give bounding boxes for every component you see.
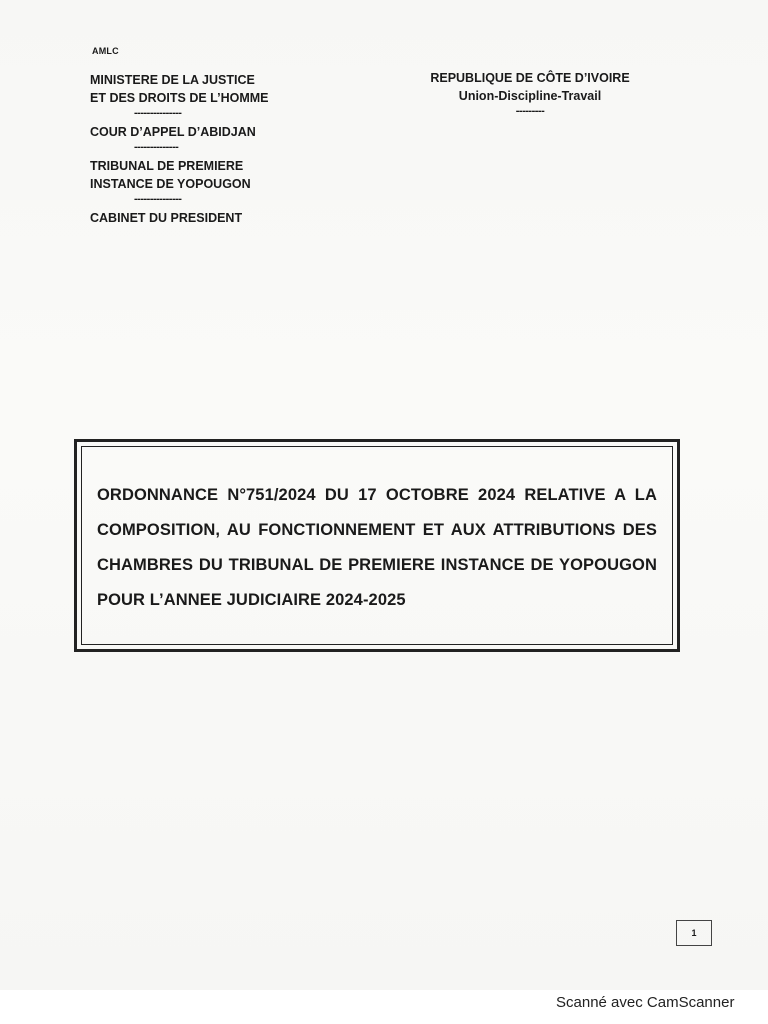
separator: --------------- <box>134 193 182 205</box>
left-header <box>90 71 310 227</box>
page-number: 1 <box>676 920 712 946</box>
ordinance-title: ORDONNANCE N°751/2024 DU 17 OCTOBRE 2024 RELATIVE A LA COMPOSITION, AU FONCTIONNEMENT ET AUX ATTRIBUTIONS DES CHAMBRES DU TRIBUNAL DE PREMIERE INSTANCE DE YOPOUGON POUR L’ANNEE JUDICIAIRE 2024-2025 <box>97 486 657 609</box>
cabinet-name: CABINET DU PRESIDENT <box>90 211 243 225</box>
title-frame <box>74 439 680 652</box>
scanner-watermark: Scanné avec CamScanner <box>556 994 735 1011</box>
right-header <box>410 69 650 117</box>
separator: --------------- <box>134 107 182 119</box>
court-name: COUR D’APPEL D’ABIDJAN <box>90 125 256 139</box>
tribunal-line-2: INSTANCE DE YOPOUGON <box>90 177 251 191</box>
ministry-line-1: MINISTERE DE LA JUSTICE <box>90 73 255 87</box>
separator: --------- <box>515 105 545 117</box>
tribunal-line-1: TRIBUNAL DE PREMIERE <box>90 159 244 173</box>
national-motto: Union-Discipline-Travail <box>458 89 602 103</box>
ministry-line-2: ET DES DROITS DE L’HOMME <box>90 91 269 105</box>
separator: -------------- <box>134 141 179 153</box>
republic-name: REPUBLIQUE DE CÔTE D’IVOIRE <box>430 71 630 85</box>
abbreviation: AMLC <box>92 46 119 56</box>
